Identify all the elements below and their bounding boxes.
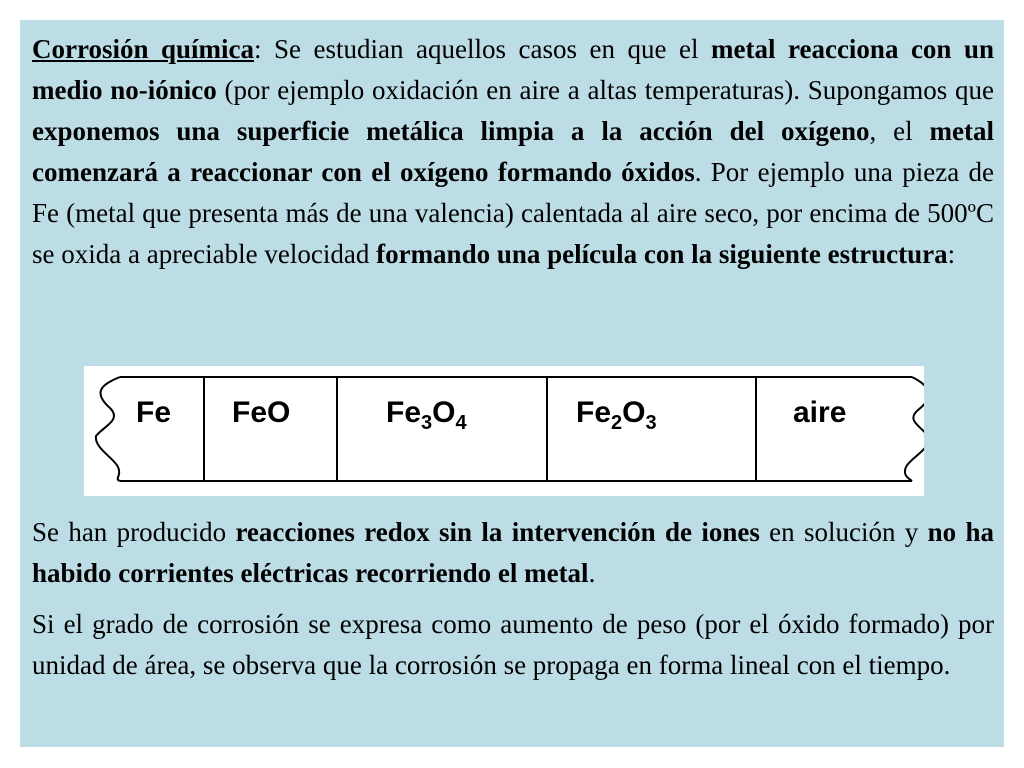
emphasis-segment: metal comenzará a reaccionar con el oxígeno formando óxidos	[32, 116, 994, 187]
text-segment: en solución y	[759, 517, 928, 547]
text-segment: Si el grado de corrosión se expresa como aumento de peso (por el óxido formado) por unidad de área, se observa que la corrosión se propaga en forma lineal con el tiempo.	[32, 609, 994, 680]
left-break-edge	[96, 377, 120, 481]
emphasis-segment: no ha habido corrientes eléctricas recorriendo el metal	[32, 517, 994, 588]
text-segment: : Se estudian aquellos casos en que el	[254, 34, 711, 64]
text-segment: (por ejemplo oxidación en aire a altas temperaturas). Supongamos que	[216, 75, 994, 105]
text-segment: . Por ejemplo una pieza de Fe (metal que presenta más de una valencia) calentada al aire seco, por encima de 500ºC se oxida a apreciable velocidad	[32, 157, 994, 269]
slide-background	[20, 20, 1004, 747]
text-segment: , el	[869, 116, 930, 146]
paragraph-redox	[32, 512, 994, 594]
layer-label-aire: aire	[793, 396, 847, 429]
oxide-layer-diagram	[84, 366, 924, 496]
text-segment: Se han producido	[32, 517, 236, 547]
paragraph-corrosion-rate	[32, 604, 994, 686]
layer-label-fe2o3: $Fe_2O_3$	[576, 396, 657, 434]
emphasis-segment: formando una película con la siguiente estructura	[376, 239, 948, 269]
text-segment: .	[588, 558, 596, 588]
paragraph-chemical-corrosion	[32, 29, 994, 275]
layer-label-fe: Fe	[136, 396, 172, 429]
oxide-layer-svg	[84, 366, 924, 496]
emphasis-segment: exponemos una superficie metálica limpia a la acción del oxígeno	[32, 116, 870, 146]
emphasis-segment: metal reacciona con un medio no-iónico	[32, 34, 994, 105]
layer-label-feo: FeO	[232, 396, 291, 429]
right-break-edge	[905, 377, 924, 481]
term-corrosion-quimica: Corrosión química	[32, 34, 255, 64]
text-segment: :	[947, 239, 956, 269]
emphasis-segment: reacciones redox sin la intervención de iones	[235, 517, 760, 547]
layer-label-fe3o4: $Fe_3O_4$	[386, 396, 467, 434]
